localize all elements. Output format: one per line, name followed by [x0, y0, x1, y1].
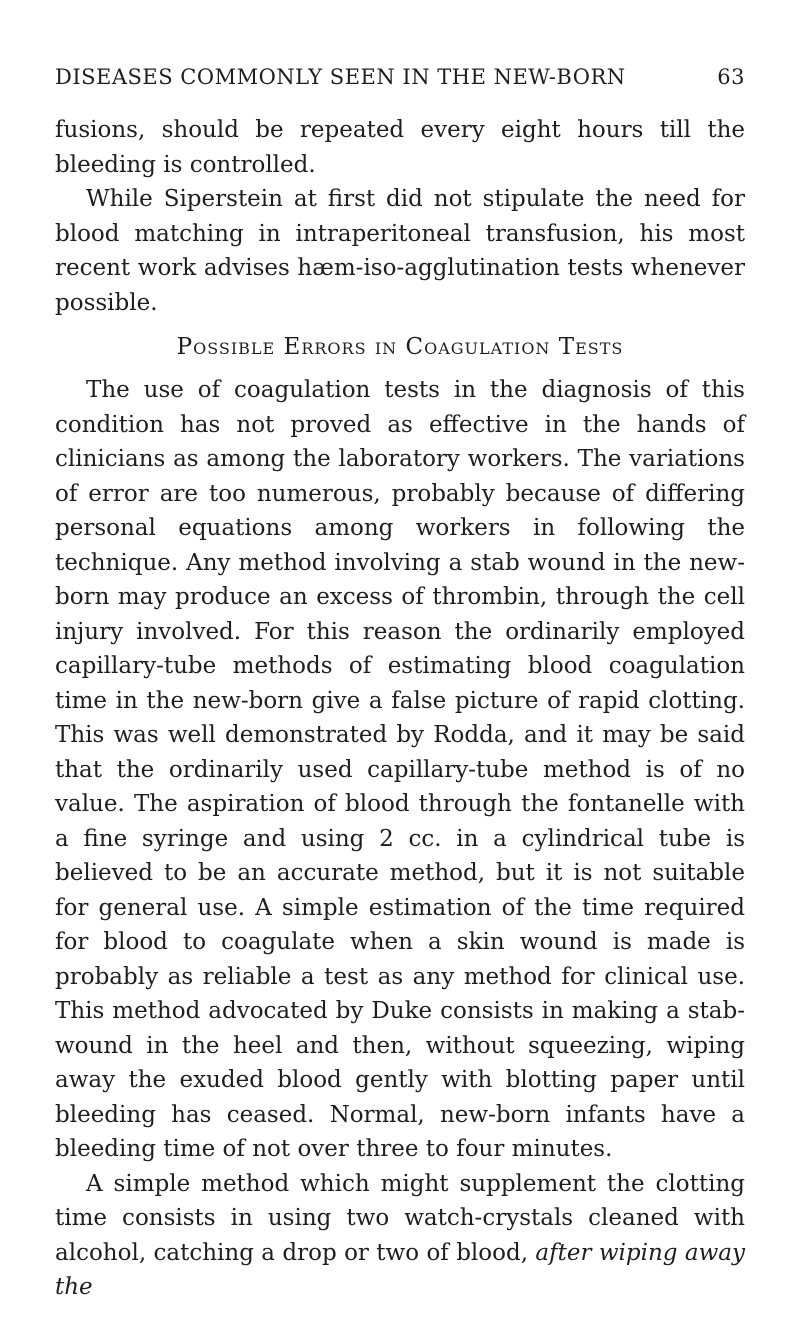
paragraph-watch-crystals-text: A simple method which might supplement the clotting time consists in using two watch-crystals cleaned with alcohol, catching a drop or two of blood,	[55, 1170, 745, 1266]
running-head	[55, 62, 745, 92]
running-title: DISEASES COMMONLY SEEN IN THE NEW-BORN	[55, 65, 626, 89]
book-page	[55, 62, 745, 1305]
paragraph-continuation: fusions, should be repeated every eight hours till the bleeding is controlled.	[55, 117, 745, 178]
paragraph-coagulation-tests: The use of coagulation tests in the diagnosis of this condition has not proved as effective in the hands of clinicians as among the laboratory workers. The variations of error are too numerous, probably because of differing personal equations among workers in following the technique. Any method involving a stab wound in the new-born may produce an excess of thrombin, through the cell injury involved. For this reason the ordinarily employed capillary-tube methods of estimating blood coagulation time in the new-born give a false picture of rapid clotting. This was well demonstrated by Rodda, and it may be said that the ordinarily used capillary-tube method is of no value. The aspiration of blood through the fontanelle with a fine syringe and using 2 cc. in a cylindrical tube is believed to be an accurate method, but it is not suitable for general use. A simple estimation of the time required for blood to coagulate when a skin wound is made is probably as reliable a test as any method for clinical use. This method advocated by Duke consists in making a stab-wound in the heel and then, without squeezing, wiping away the exuded blood gently with blotting paper until bleeding has ceased. Normal, new-born infants have a bleeding time of not over three to four minutes.	[55, 377, 745, 1162]
paragraph-siperstein: While Siperstein at first did not stipulate the need for blood matching in intraperitoneal transfusion, his most recent work advises hæm-iso-agglutination tests whenever possible.	[55, 186, 745, 316]
italic-phrase: after wiping away the	[55, 1239, 746, 1300]
page-number: 63	[717, 65, 745, 89]
section-heading: Possible Errors in Coagulation Tests	[176, 334, 624, 360]
paragraph-watch-crystals	[55, 1167, 745, 1305]
